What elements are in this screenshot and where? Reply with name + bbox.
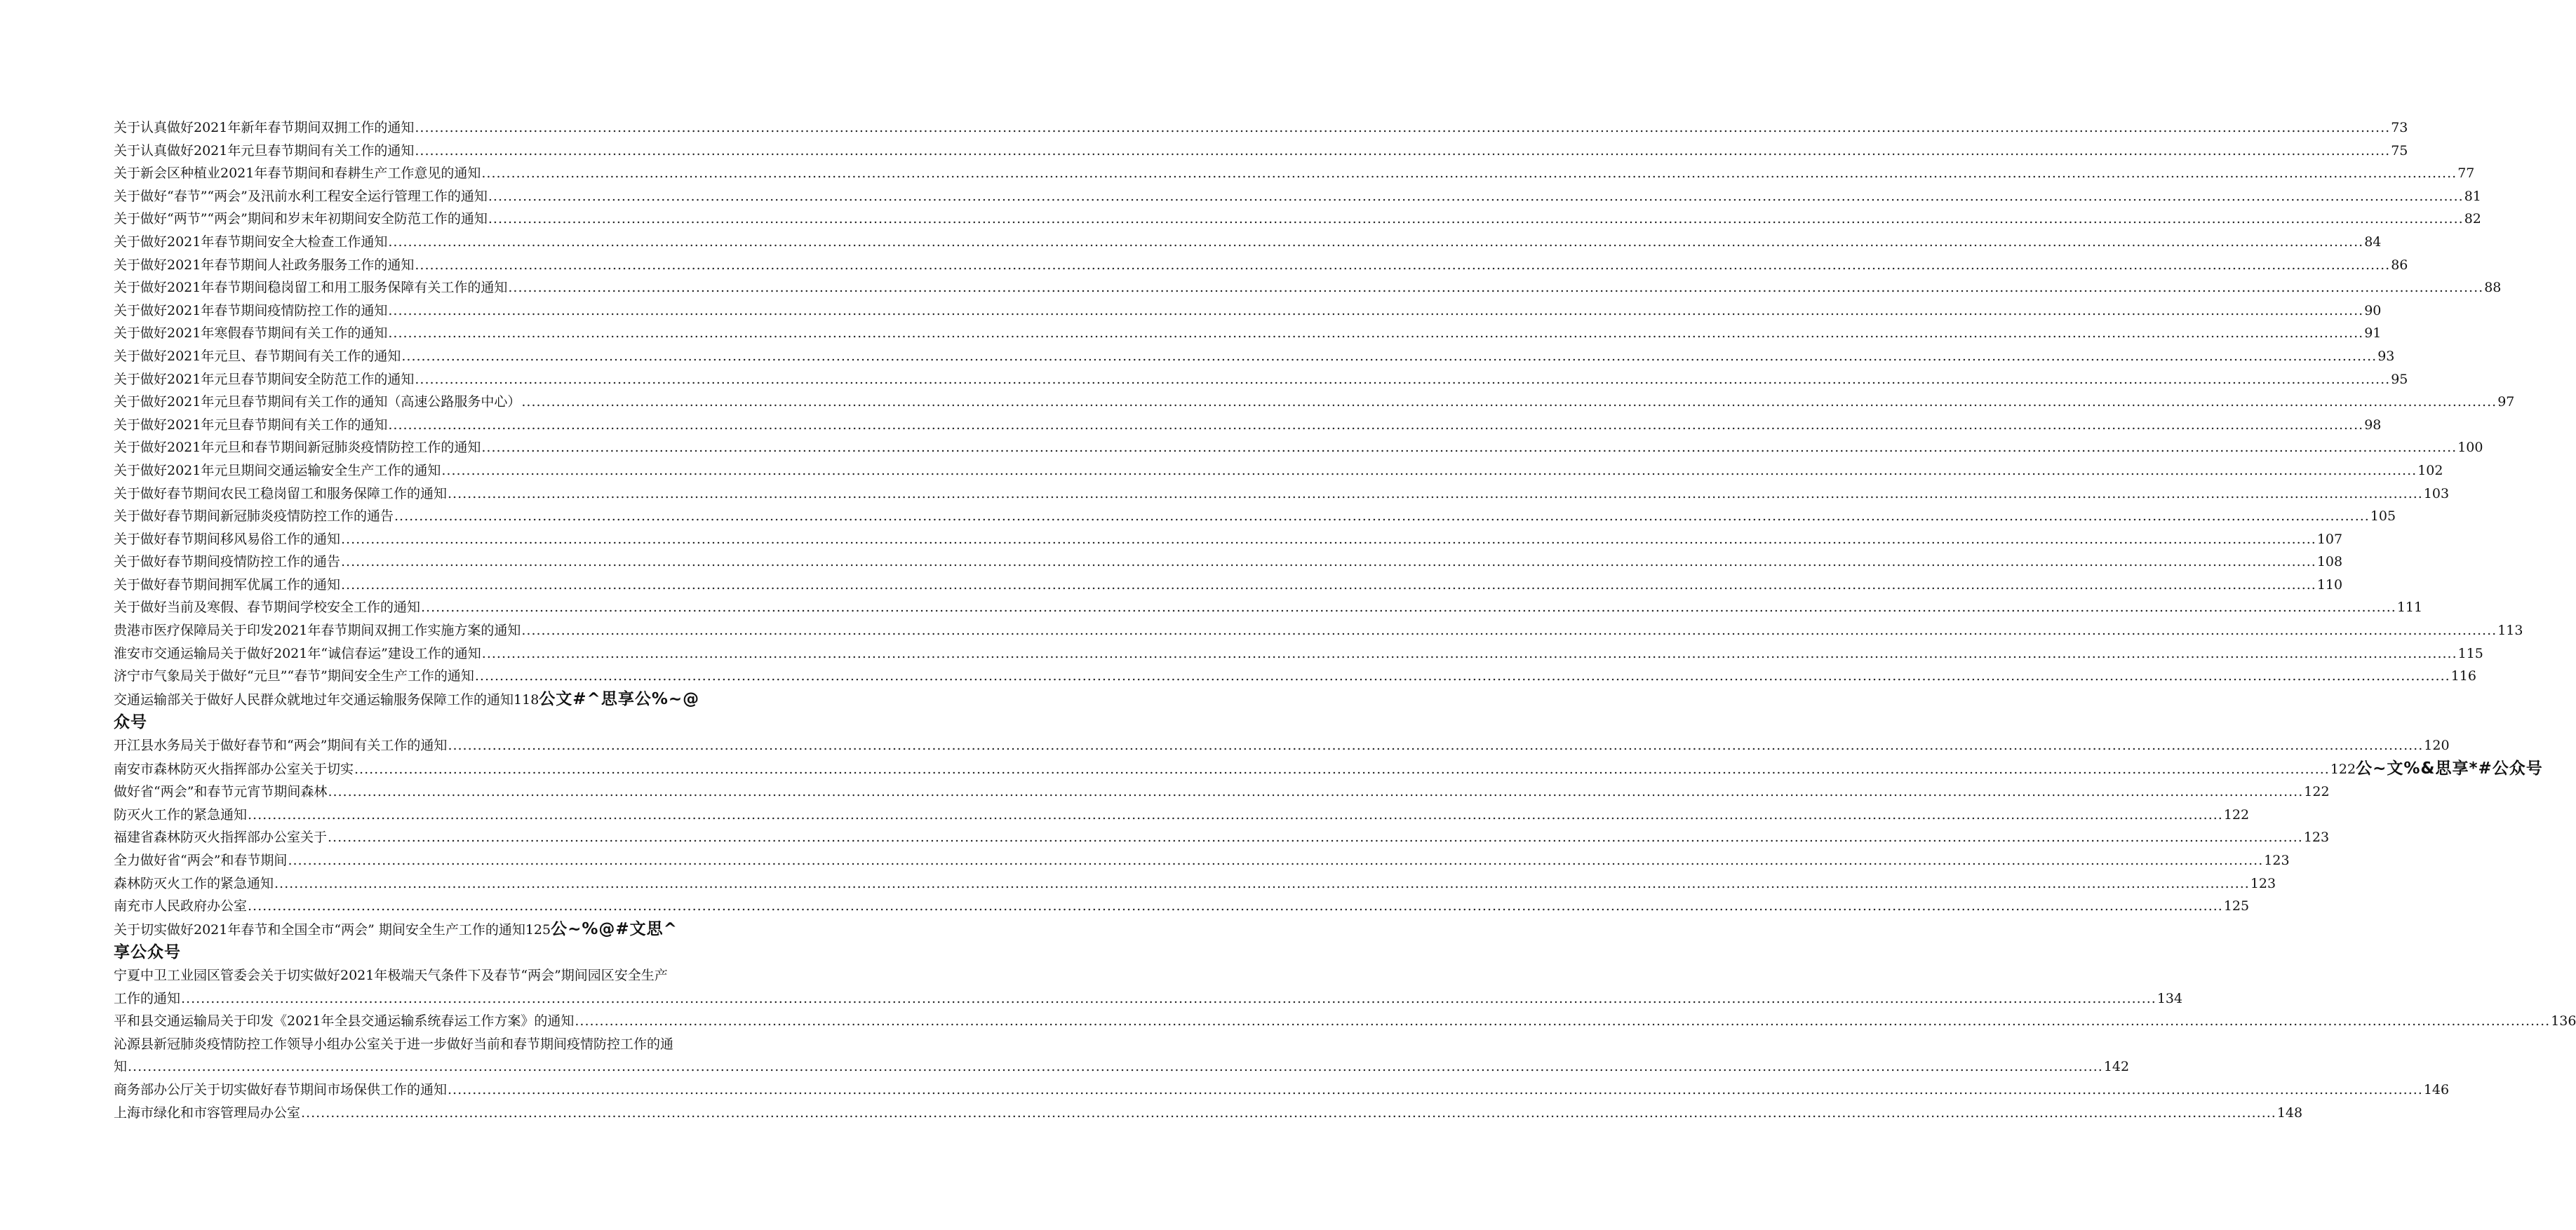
toc-entry-row — [114, 1079, 2450, 1102]
toc-entry-row — [114, 1010, 2576, 1033]
toc-entry-row — [114, 804, 2250, 827]
toc-leader-dots: ................................................................................................................................................................................................................................................................................................................................................................................................................ — [521, 394, 2497, 410]
toc-entry-title[interactable]: 关于做好春节期间拥军优属工作的通知 — [114, 576, 341, 593]
toc-entry-row — [114, 391, 2515, 414]
toc-entry[interactable] — [114, 505, 2396, 528]
toc-entry[interactable] — [114, 642, 2483, 665]
toc-entry[interactable] — [114, 895, 2250, 918]
toc-entry-page-number: 134 — [2156, 990, 2183, 1006]
toc-entry-page-number: 123 — [2303, 830, 2330, 846]
toc-entry[interactable] — [114, 688, 773, 734]
watermark-text: 众号 — [114, 713, 147, 732]
toc-entry-title[interactable]: 关于做好2021年春节期间稳岗留工和用工服务保障有关工作的通知 — [114, 280, 508, 296]
toc-entry-title[interactable]: 全力做好省“两会”和春节期间 — [114, 853, 288, 868]
toc-entry[interactable] — [114, 459, 2443, 482]
toc-entry-page-number: 81 — [2464, 188, 2481, 204]
toc-entry[interactable] — [114, 482, 2450, 506]
toc-leader-dots: ................................................................................................................................................................................................................................................................................................................................................................................................................ — [181, 990, 2156, 1006]
toc-entry-page-number: 107 — [2316, 531, 2343, 547]
toc-entry[interactable] — [114, 734, 2450, 757]
toc-leader-dots: ................................................................................................................................................................................................................................................................................................................................................................................................................ — [448, 738, 2424, 754]
toc-entry[interactable] — [114, 140, 2408, 163]
toc-entry-title[interactable]: 关于做好“两节”“两会”期间和岁末年初期间安全防范工作的通知 — [114, 211, 488, 227]
toc-leader-dots: ................................................................................................................................................................................................................................................................................................................................................................................................................ — [341, 576, 2316, 593]
toc-leader-dots: ................................................................................................................................................................................................................................................................................................................................................................................................................ — [415, 257, 2391, 273]
toc-leader-dots: ................................................................................................................................................................................................................................................................................................................................................................................................................ — [394, 508, 2370, 525]
toc-entry-row — [114, 116, 2408, 140]
watermark-text: 公~%@#文思^ — [551, 919, 678, 938]
toc-entry[interactable] — [114, 1102, 2303, 1125]
toc-entry-page-number: 88 — [2484, 280, 2502, 296]
toc-entry-page-number: 125 — [2223, 898, 2250, 914]
toc-entry-page-number: 98 — [2364, 417, 2382, 433]
toc-entry-title[interactable]: 关于新会区种植业2021年春节期间和春耕生产工作意见的通知 — [114, 165, 481, 182]
toc-entry-title[interactable]: 关于做好2021年春节期间安全大检查工作通知 — [114, 234, 388, 250]
toc-entry-page-number: 120 — [2424, 738, 2450, 754]
toc-entry-row — [114, 436, 2483, 459]
toc-entry-page-number: 142 — [2103, 1059, 2130, 1075]
toc-entry-page-number: 122 — [2330, 761, 2356, 777]
toc-entry-title[interactable]: 交通运输部关于做好人民群众就地过年交通运输服务保障工作的通知 — [114, 691, 514, 708]
toc-entry-row — [114, 345, 2395, 368]
toc-entry[interactable] — [114, 757, 2543, 781]
toc-leader-dots: ................................................................................................................................................................................................................................................................................................................................................................................................................ — [341, 554, 2316, 570]
toc-leader-dots: ................................................................................................................................................................................................................................................................................................................................................................................................................ — [388, 417, 2364, 433]
toc-entry-row — [114, 208, 2481, 231]
toc-leader-dots: ................................................................................................................................................................................................................................................................................................................................................................................................................ — [421, 600, 2396, 616]
toc-entry-title[interactable]: 南安市森林防灭火指挥部办公室关于切实 — [114, 761, 354, 777]
toc-entry-page-number: 123 — [2264, 853, 2290, 868]
toc-entry-title[interactable]: 上海市绿化和市容管理局办公室 — [114, 1104, 301, 1121]
toc-entry-page-number: 105 — [2370, 508, 2396, 525]
toc-entry-title-line[interactable]: 宁夏中卫工业园区管委会关于切实做好2021年极端天气条件下及春节“两会”期间园区安全生产 — [114, 967, 668, 983]
toc-entry-title[interactable]: 关于做好2021年春节期间疫情防控工作的通知 — [114, 302, 388, 318]
toc-leader-dots: ................................................................................................................................................................................................................................................................................................................................................................................................................ — [288, 853, 2264, 868]
toc-leader-dots: ................................................................................................................................................................................................................................................................................................................................................................................................................ — [415, 371, 2391, 387]
toc-entry[interactable] — [114, 185, 2481, 208]
toc-leader-dots: ................................................................................................................................................................................................................................................................................................................................................................................................................ — [354, 761, 2330, 777]
toc-entry-row — [114, 368, 2408, 391]
toc-leader-dots: ................................................................................................................................................................................................................................................................................................................................................................................................................ — [328, 784, 2304, 800]
toc-entry-page-number: 116 — [2450, 668, 2476, 684]
toc-entry-title[interactable]: 做好省“两会”和春节元宵节期间森林 — [114, 784, 328, 800]
toc-entry[interactable] — [114, 299, 2382, 323]
toc-leader-dots: ................................................................................................................................................................................................................................................................................................................................................................................................................ — [388, 302, 2364, 318]
toc-entry-page-number: 77 — [2457, 165, 2475, 182]
toc-entry-page-number: 123 — [2250, 875, 2276, 891]
toc-entry-page-number: 122 — [2304, 784, 2330, 800]
toc-entry[interactable] — [114, 414, 2382, 437]
watermark-text: 享公众号 — [114, 943, 181, 962]
toc-entry-page-number: 125 — [525, 921, 551, 938]
toc-entry-row — [114, 276, 2502, 299]
toc-entry-page-number: 115 — [2457, 645, 2483, 661]
toc-entry[interactable] — [114, 872, 2276, 896]
toc-entry-page-number: 102 — [2417, 462, 2443, 478]
toc-entry-page-number: 110 — [2316, 576, 2343, 593]
toc-entry-page-number: 95 — [2391, 371, 2408, 387]
toc-entry-page-number: 136 — [2551, 1013, 2576, 1029]
toc-entry-row — [114, 1102, 2303, 1125]
toc-entry[interactable] — [114, 208, 2481, 231]
toc-entry-title[interactable]: 森林防灭火工作的紧急通知 — [114, 875, 274, 891]
toc-leader-dots: ................................................................................................................................................................................................................................................................................................................................................................................................................ — [521, 623, 2497, 639]
toc-entry-title[interactable]: 关于切实做好2021年春节和全国全市“两会” 期间安全生产工作的通知 — [114, 921, 525, 938]
toc-entry-title[interactable]: 关于认真做好2021年元旦春节期间有关工作的通知 — [114, 142, 415, 158]
toc-entry-page-number: 113 — [2497, 623, 2523, 639]
toc-entry[interactable] — [114, 391, 2515, 414]
toc-entry-with-watermark — [114, 688, 773, 734]
toc-entry[interactable] — [114, 780, 2330, 804]
toc-entry[interactable] — [114, 436, 2483, 459]
toc-leader-dots: ................................................................................................................................................................................................................................................................................................................................................................................................................ — [248, 806, 2223, 823]
toc-entry[interactable] — [114, 665, 2476, 688]
toc-entry[interactable] — [114, 596, 2423, 619]
toc-entry-title[interactable]: 关于做好2021年元旦、春节期间有关工作的通知 — [114, 348, 401, 364]
toc-entry-page-number: 122 — [2223, 806, 2250, 823]
toc-entry-page-number: 111 — [2396, 600, 2423, 616]
toc-entry-row — [114, 414, 2382, 437]
toc-entry-title[interactable]: 贵港市医疗保障局关于印发2021年春节期间双拥工作实施方案的通知 — [114, 623, 521, 639]
toc-leader-dots: ................................................................................................................................................................................................................................................................................................................................................................................................................ — [301, 1104, 2276, 1121]
toc-entry-title[interactable]: 关于做好春节期间新冠肺炎疫情防控工作的通告 — [114, 508, 394, 525]
toc-leader-dots: ................................................................................................................................................................................................................................................................................................................................................................................................................ — [481, 440, 2457, 456]
toc-entry[interactable] — [114, 1010, 2576, 1033]
toc-leader-dots: ................................................................................................................................................................................................................................................................................................................................................................................................................ — [415, 120, 2391, 135]
toc-entry-row — [114, 757, 2543, 781]
toc-entry[interactable] — [114, 804, 2250, 827]
toc-entry[interactable] — [114, 231, 2382, 254]
toc-entry-page-number: 97 — [2497, 394, 2515, 410]
watermark-text: 公~文%&思享*#公众号 — [2356, 759, 2543, 778]
toc-entry[interactable] — [114, 345, 2395, 368]
toc-entry-title[interactable]: 关于认真做好2021年新年春节期间双拥工作的通知 — [114, 120, 415, 135]
toc-entry-row — [114, 895, 2250, 918]
toc-leader-dots: ................................................................................................................................................................................................................................................................................................................................................................................................................ — [274, 875, 2250, 891]
toc-entry[interactable] — [114, 826, 2330, 849]
toc-entry-row — [114, 550, 2343, 574]
toc-entry-title-line[interactable]: 沁源县新冠肺炎疫情防控工作领导小组办公室关于进一步做好当前和春节期间疫情防控工作的通 — [114, 1036, 674, 1052]
toc-entry-page-number: 82 — [2464, 211, 2481, 227]
toc-entry-page-number: 75 — [2391, 142, 2408, 158]
toc-entry[interactable] — [114, 550, 2343, 574]
toc-leader-dots: ................................................................................................................................................................................................................................................................................................................................................................................................................ — [575, 1013, 2551, 1029]
toc-leader-dots: ................................................................................................................................................................................................................................................................................................................................................................................................................ — [481, 165, 2457, 182]
toc-entry-title[interactable]: 工作的通知 — [114, 990, 181, 1006]
toc-entry-row — [114, 459, 2443, 482]
toc-entry-row — [114, 826, 2330, 849]
toc-leader-dots: ................................................................................................................................................................................................................................................................................................................................................................................................................ — [415, 142, 2391, 158]
toc-entry-page-number: 91 — [2364, 325, 2382, 342]
toc-entry[interactable] — [114, 1033, 2130, 1079]
toc-entry-page-number: 73 — [2391, 120, 2408, 135]
toc-entry-row — [114, 185, 2481, 208]
toc-entry-title[interactable]: 南充市人民政府办公室 — [114, 898, 248, 914]
toc-leader-dots: ................................................................................................................................................................................................................................................................................................................................................................................................................ — [341, 531, 2316, 547]
toc-entry[interactable] — [114, 619, 2523, 642]
toc-leader-dots: ................................................................................................................................................................................................................................................................................................................................................................................................................ — [328, 830, 2303, 846]
toc-leader-dots: ................................................................................................................................................................................................................................................................................................................................................................................................................ — [508, 280, 2484, 296]
toc-entry[interactable] — [114, 849, 2290, 872]
toc-entry-title[interactable]: 淮安市交通运输局关于做好2021年“诚信春运”建设工作的通知 — [114, 645, 481, 661]
toc-entry-row — [114, 849, 2290, 872]
toc-entry-title[interactable]: 关于做好当前及寒假、春节期间学校安全工作的通知 — [114, 600, 421, 616]
toc-entry-title[interactable]: 关于做好2021年春节期间人社政务服务工作的通知 — [114, 257, 415, 273]
toc-entry-title[interactable]: 关于做好2021年元旦和春节期间新冠肺炎疫情防控工作的通知 — [114, 440, 481, 456]
toc-leader-dots: ................................................................................................................................................................................................................................................................................................................................................................................................................ — [474, 668, 2450, 684]
toc-entry-page-number: 146 — [2423, 1081, 2450, 1097]
toc-entry-title[interactable]: 关于做好春节期间农民工稳岗留工和服务保障工作的通知 — [114, 485, 448, 501]
toc-entry-row — [114, 254, 2408, 277]
toc-entry-page-number: 118 — [514, 691, 539, 708]
toc-entry-row — [114, 872, 2276, 896]
toc-entry[interactable] — [114, 162, 2475, 185]
toc-entry[interactable] — [114, 368, 2408, 391]
toc-entry-title[interactable]: 知 — [114, 1059, 128, 1075]
toc-entry-page-number: 108 — [2316, 554, 2343, 570]
toc-entry-page-number: 90 — [2364, 302, 2382, 318]
toc-leader-dots: ................................................................................................................................................................................................................................................................................................................................................................................................................ — [441, 462, 2417, 478]
toc-entry-row — [114, 299, 2382, 323]
toc-entry-title[interactable]: 济宁市气象局关于做好“元旦”“春节”期间安全生产工作的通知 — [114, 668, 474, 684]
table-of-contents — [114, 116, 2576, 1124]
toc-leader-dots: ................................................................................................................................................................................................................................................................................................................................................................................................................ — [388, 325, 2364, 342]
toc-entry-row — [114, 780, 2330, 804]
toc-entry-page-number: 84 — [2364, 234, 2382, 250]
toc-entry-title[interactable]: 关于做好2021年元旦期间交通运输安全生产工作的通知 — [114, 462, 441, 478]
toc-leader-dots: ................................................................................................................................................................................................................................................................................................................................................................................................................ — [448, 485, 2423, 501]
toc-entry-page-number: 148 — [2276, 1104, 2303, 1121]
toc-entry-page-number: 100 — [2457, 440, 2483, 456]
toc-leader-dots: ................................................................................................................................................................................................................................................................................................................................................................................................................ — [488, 211, 2464, 227]
toc-entry-row — [114, 231, 2382, 254]
toc-entry[interactable] — [114, 964, 2183, 1010]
toc-entry-row — [114, 619, 2523, 642]
toc-entry-title[interactable]: 防灭火工作的紧急通知 — [114, 806, 248, 823]
toc-entry[interactable] — [114, 276, 2502, 299]
toc-entry-row — [114, 140, 2408, 163]
toc-entry-row — [114, 162, 2475, 185]
toc-entry-page-number: 86 — [2391, 257, 2408, 273]
toc-entry-row — [114, 505, 2396, 528]
toc-entry-row — [114, 1055, 2130, 1079]
toc-entry[interactable] — [114, 322, 2382, 345]
toc-entry-page-number: 93 — [2377, 348, 2395, 364]
toc-leader-dots: ................................................................................................................................................................................................................................................................................................................................................................................................................ — [401, 348, 2377, 364]
toc-entry-title[interactable]: 关于做好春节期间移风易俗工作的通知 — [114, 531, 341, 547]
toc-entry-title[interactable]: 平和县交通运输局关于印发《2021年全县交通运输系统春运工作方案》的通知 — [114, 1013, 575, 1029]
watermark-text: 公文#^思享公%~@ — [539, 689, 700, 708]
toc-entry[interactable] — [114, 1079, 2450, 1102]
toc-entry-title[interactable]: 关于做好2021年元旦春节期间安全防范工作的通知 — [114, 371, 415, 387]
toc-entry[interactable] — [114, 918, 773, 964]
toc-leader-dots: ................................................................................................................................................................................................................................................................................................................................................................................................................ — [248, 898, 2223, 914]
toc-entry[interactable] — [114, 528, 2343, 551]
toc-entry-row — [114, 574, 2343, 597]
toc-entry-title[interactable]: 开江县水务局关于做好春节和“两会”期间有关工作的通知 — [114, 738, 448, 754]
toc-leader-dots: ................................................................................................................................................................................................................................................................................................................................................................................................................ — [481, 645, 2457, 661]
toc-entry-row — [114, 528, 2343, 551]
toc-entry[interactable] — [114, 254, 2408, 277]
toc-entry-row — [114, 665, 2476, 688]
toc-entry[interactable] — [114, 574, 2343, 597]
toc-entry-title[interactable]: 关于做好春节期间疫情防控工作的通告 — [114, 554, 341, 570]
toc-entry-row — [114, 734, 2450, 757]
toc-leader-dots: ................................................................................................................................................................................................................................................................................................................................................................................................................ — [388, 234, 2364, 250]
toc-entry-page-number: 103 — [2423, 485, 2450, 501]
toc-leader-dots: ................................................................................................................................................................................................................................................................................................................................................................................................................ — [488, 188, 2464, 204]
toc-entry-title[interactable]: 关于做好2021年元旦春节期间有关工作的通知 — [114, 417, 388, 433]
toc-entry-row — [114, 642, 2483, 665]
toc-entry-title[interactable]: 关于做好2021年元旦春节期间有关工作的通知（高速公路服务中心） — [114, 394, 521, 410]
toc-leader-dots: ................................................................................................................................................................................................................................................................................................................................................................................................................ — [448, 1081, 2423, 1097]
toc-entry-row — [114, 987, 2183, 1011]
toc-entry-title[interactable]: 关于做好“春节”“两会”及汛前水利工程安全运行管理工作的通知 — [114, 188, 488, 204]
toc-entry-title[interactable]: 福建省森林防灭火指挥部办公室关于 — [114, 830, 328, 846]
toc-entry-title[interactable]: 商务部办公厅关于切实做好春节期间市场保供工作的通知 — [114, 1081, 448, 1097]
toc-entry-title[interactable]: 关于做好2021年寒假春节期间有关工作的通知 — [114, 325, 388, 342]
toc-leader-dots: ................................................................................................................................................................................................................................................................................................................................................................................................................ — [128, 1059, 2103, 1075]
toc-entry-row — [114, 322, 2382, 345]
toc-entry[interactable] — [114, 116, 2408, 140]
toc-entry-row — [114, 596, 2423, 619]
toc-entry-row — [114, 482, 2450, 506]
toc-entry-with-watermark — [114, 918, 773, 964]
